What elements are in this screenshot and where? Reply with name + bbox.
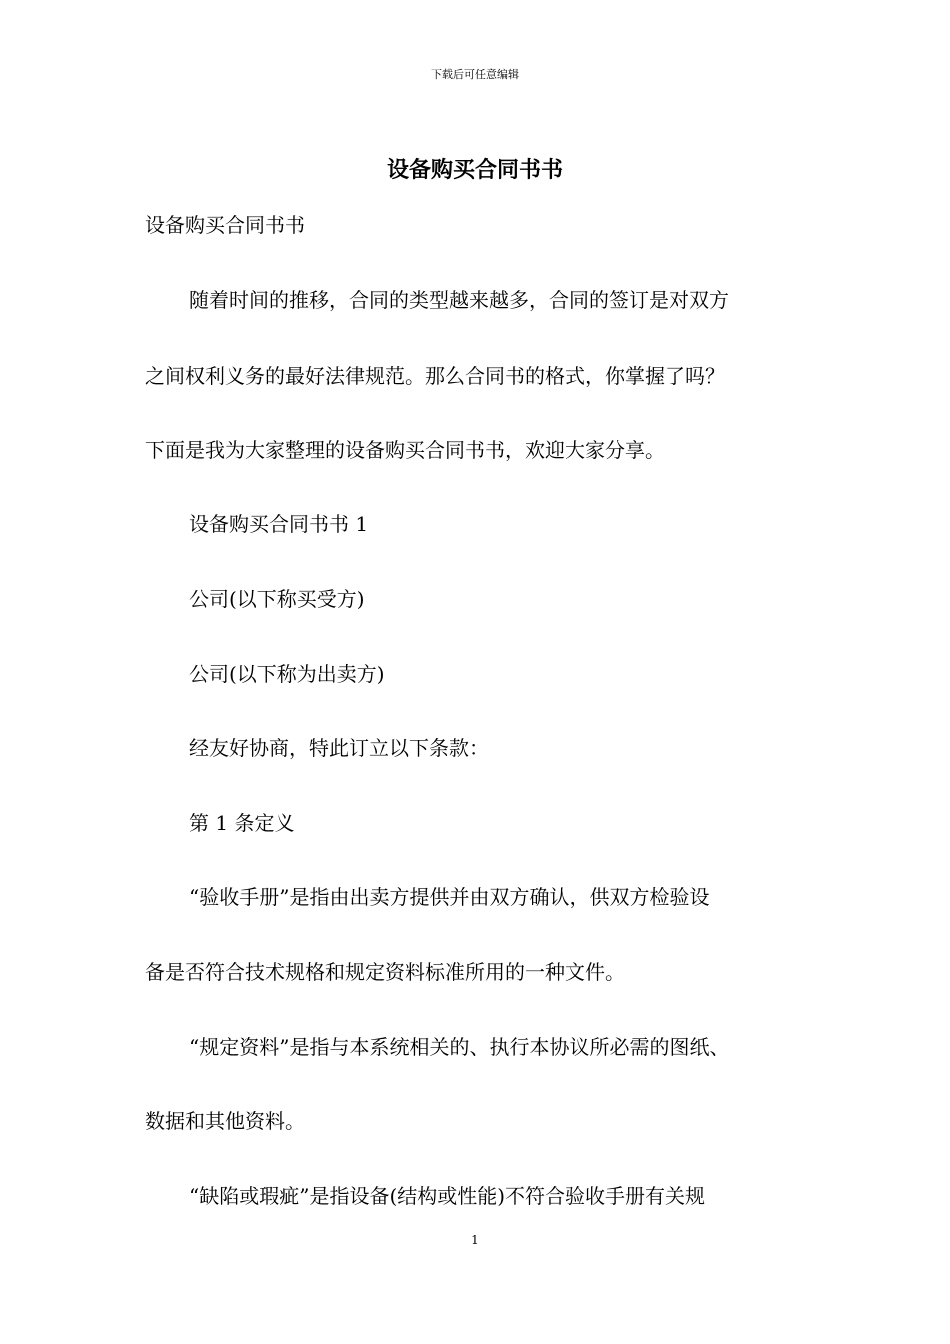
clause-heading: 第 1 条定义 [189,811,295,835]
paragraph-line: 随着时间的推移，合同的类型越来越多，合同的签订是对双方 [189,288,729,312]
paragraph-line: 备是否符合技术规格和规定资料标准所用的一种文件。 [145,960,625,984]
header-note: 下载后可任意编辑 [431,68,519,81]
section-heading: 设备购买合同书书 1 [189,512,369,536]
paragraph-line: “缺陷或瑕疵”是指设备(结构或性能)不符合验收手册有关规 [189,1184,706,1208]
document-title: 设备购买合同书书 [386,157,563,183]
paragraph-line: 经友好协商，特此订立以下条款： [189,736,489,760]
paragraph-line: “验收手册”是指由出卖方提供并由双方确认，供双方检验设 [189,885,710,909]
page-number: 1 [471,1233,479,1247]
party-line: 公司(以下称为出卖方) [189,662,385,686]
paragraph-line: 之间权利义务的最好法律规范。那么合同书的格式，你掌握了吗？ [145,364,725,388]
paragraph-line: “规定资料”是指与本系统相关的、执行本协议所必需的图纸、 [189,1035,730,1059]
party-line: 公司(以下称买受方) [189,587,365,611]
paragraph-line: 下面是我为大家整理的设备购买合同书书，欢迎大家分享。 [145,438,665,462]
paragraph-line: 数据和其他资料。 [145,1109,305,1133]
subtitle-line: 设备购买合同书书 [145,213,305,237]
